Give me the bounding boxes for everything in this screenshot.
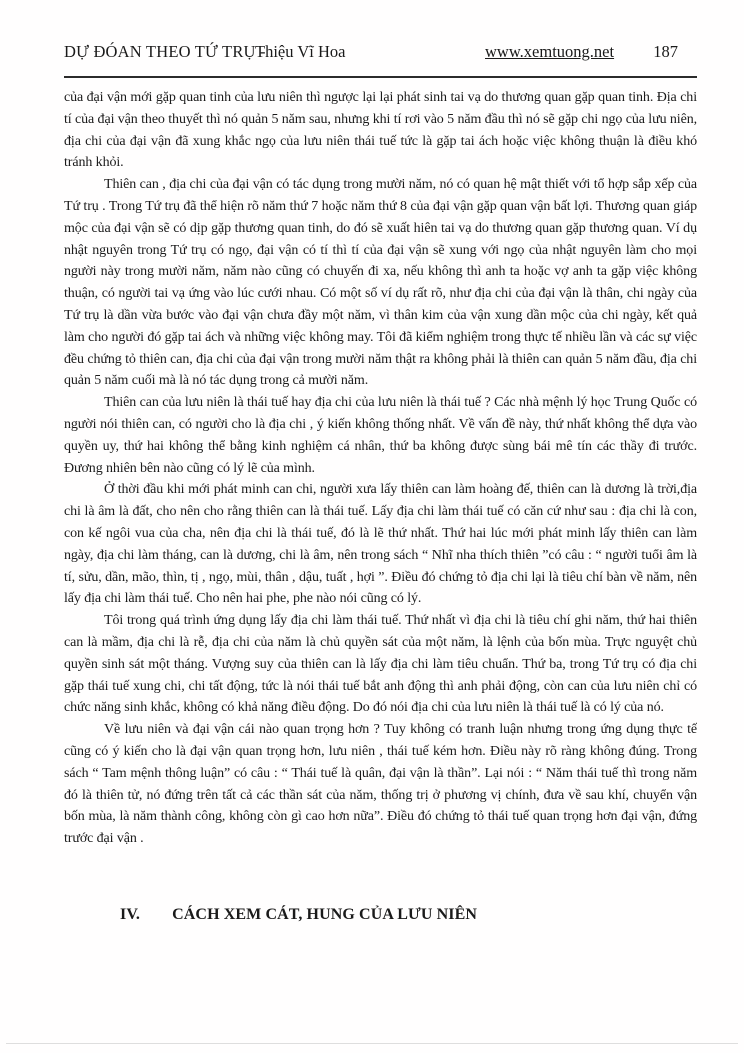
page-content: [64, 0, 697, 1053]
website-link[interactable]: www.xemtuong.net: [485, 42, 615, 61]
page-number: 187: [653, 42, 678, 61]
body-text-block: [64, 87, 697, 893]
author-name: Thiệu Vĩ Hoa: [255, 42, 346, 61]
section-heading: [120, 906, 697, 924]
body-paragraph: Thiên can , địa chi của đại vận có tác dụng trong mười năm, nó có quan hệ mật thiết với tổ hợp sắp xếp của Tứ trụ . Trong Tứ trụ đã thể hiện rõ năm thứ 7 hoặc năm thứ 8 của đại vận gặp quan vận bất lợi. Thương quan giáp mộc của đại vận sẽ có dịp gặp thương quan tinh, do đó sẽ xuất hiên tai vạ do thương quan gặp thương quan. Ví dụ nhật nguyên trong Tứ trụ có ngọ, đại vận có tí thì tí của đại vận sẽ xung với ngọ của nhật nguyên làm cho mọi người này trong mười năm, năm nào cũng có chuyến đi xa, nếu không thì anh ta hoặc vợ anh ta gặp việc không thuận, có người tai vạ ứng vào lúc cưới nhau. Có một số ví dụ rất rõ, như địa chi của đại vận là thân, chi ngày của Tứ trụ là dần vừa bước vào đại vận chưa đầy một năm, vì thân kim của vận xung dần mộc của chi ngày, kết quả làm cho người đó gặp tai ách và những việc không may. Tôi đã kiểm nghiệm trong thực tế nhiều lần và các sự việc đều chứng tỏ thiên can, địa chi của đại vận trong mười năm thật ra không phải là thiên can quản 5 năm đầu, địa chi quản 5 năm cuối mà là nó tác dụng trong cả mười năm.: [64, 177, 697, 389]
body-paragraph: Tôi trong quá trình ứng dụng lấy địa chi làm thái tuế. Thứ nhất vì địa chi là tiêu chí ghi năm, thứ hai thiên can là mầm, địa chi là rễ, địa chi của năm là chủ quyền sát của một năm, là lệnh của bốn mùa. Trực nguyệt chủ quyền sinh sát một tháng. Vượng suy của thiên can là lấy địa chi làm tiêu chuẩn. Thứ ba, trong Tứ trụ có địa chi gặp thái tuế xung chi, chi tất động, tức là nói thái tuế bắt anh động thì anh phải động, còn can của lưu niên chỉ có chức năng sinh khắc, không có khả năng điều động. Do đó nói địa chi của lưu niên là thái tuế là có lý của nó.: [64, 613, 697, 716]
body-paragraph: Ở thời đầu khi mới phát minh can chi, người xưa lấy thiên can làm hoàng đế, thiên can là dương là trời,địa chi là âm là đất, cho nên cho rằng thiên can là thái tuế. Lấy địa chi làm thái tuế có căn cứ như sau : địa chi là con, con kế ngôi vua của cha, nên địa chi là thái tuế, đó là lẽ thứ nhất. Thứ hai lúc mới phát minh lấy thiên can làm ngày, địa chi làm tháng, can là dương, chi là âm, nên trong sách “ Nhĩ nha thích thiên ”có câu : “ người tuổi âm là tí, sửu, dần, mão, thìn, tị , ngọ, mùi, thân , dậu, tuất , hợi ”. Điều đó chứng tỏ địa chi lại là tiêu chí bàn về năm, nên lấy địa chi làm thái tuế. Cho nên hai phe, phe nào nói cũng có lý.: [64, 482, 697, 607]
body-paragraph: của đại vận mới gặp quan tinh của lưu niên thì ngược lại lại phát sinh tai vạ do thương quan gặp quan tinh. Địa chi tí của đại vận theo thuyết thì nó quản 5 năm sau, nhưng khi tí rơi vào 5 năm đầu thì nó sẽ gặp chi ngọ của lưu niên, địa chi của đại vận đã xung khắc ngọ của lưu niên thái tuế tức là gặp tai ách hoặc việc không thuận là điều khó tránh khỏi.: [64, 90, 697, 171]
body-paragraph: Về lưu niên và đại vận cái nào quan trọng hơn ? Tuy không có tranh luận nhưng trong ứng dụng thực tế cũng có ý kiến cho là đại vận quan trọng hơn, lưu niên , thái tuế kém hơn. Điều này rõ ràng không đúng. Trong sách “ Tam mệnh thông luận” có câu : “ Thái tuế là quân, đại vận là thần”. Lại nói : “ Năm thái tuế thì trong năm đó là thiên tử, nó đứng trên tất cả các thần sát của năm, thống trị ở phương vị chính, đưa về sau khí, chuyển vận bốn mùa, là năm thành công, không còn gì cao hơn nữa”. Điều đó chứng tỏ thái tuế quan trọng hơn đại vận, đứng trước đại vận .: [64, 722, 697, 847]
book-title: DỰ ĐÓAN THEO TỨ TRỤ -: [64, 42, 266, 61]
section-title: CÁCH XEM CÁT, HUNG CỦA LƯU NIÊN: [172, 906, 477, 923]
body-paragraph: Thiên can của lưu niên là thái tuế hay địa chi của lưu niên là thái tuế ? Các nhà mệnh lý học Trung Quốc có người nói thiên can, có người cho là địa chi , ý kiến không thống nhất. Về vấn đề này, thứ nhất không thể dựa vào quyền uy, thứ hai không thể bằng kinh nghiệm cá nhân, thứ ba không được sùng bái mê tín các thầy đi trước. Đương nhiên bên nào cũng có lý lẽ của mình.: [64, 395, 697, 476]
section-number: IV.: [120, 906, 141, 923]
page-bottom-edge: [6, 1043, 738, 1044]
page-header: [64, 42, 697, 66]
header-divider: [64, 76, 697, 78]
